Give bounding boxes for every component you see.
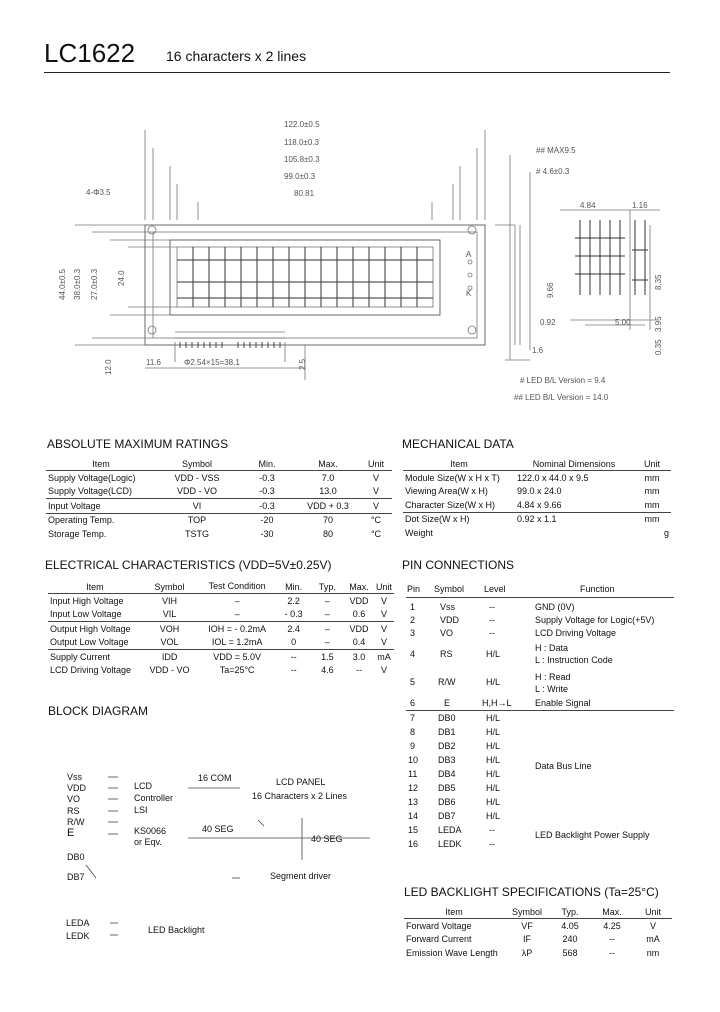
cell: °C xyxy=(370,528,382,539)
dim-module-height: 44.0±0.5 xyxy=(58,268,67,300)
cell: Module Size(W x H x T) xyxy=(405,472,500,483)
dim-pin-offset: 11.6 xyxy=(146,358,161,367)
elec-h-typ: Typ. xyxy=(311,580,345,594)
pin-symbol: DB4 xyxy=(438,769,456,779)
table-row xyxy=(48,636,394,650)
pin-function: H : Read xyxy=(535,672,571,682)
cell: -- xyxy=(356,665,363,676)
cell: 2.2 xyxy=(287,595,300,606)
cell: mm xyxy=(633,498,671,512)
backlight-table xyxy=(404,905,672,960)
abs-h-min: Min. xyxy=(238,457,296,471)
cell: 99.0 x 24.0 xyxy=(517,486,562,497)
cell: -- xyxy=(290,651,297,662)
pin-number: 4 xyxy=(410,649,416,659)
table-row xyxy=(46,527,392,541)
elec-h-test: Test Condition xyxy=(197,580,276,594)
pin-number: 5 xyxy=(410,677,416,687)
pin-number: 15 xyxy=(408,825,419,835)
cell: 13.0 xyxy=(296,485,360,499)
pin-number: 12 xyxy=(408,783,419,793)
cell: 122.0 x 44.0 x 9.5 xyxy=(517,472,589,483)
cell: Viewing Area(W x H) xyxy=(405,486,488,497)
cell: V xyxy=(380,665,387,676)
cell: Emission Wave Length xyxy=(406,947,498,958)
backlight-title: LED BACKLIGHT SPECIFICATIONS (Ta=25°C) xyxy=(404,885,659,899)
cell: 4.6 xyxy=(321,665,334,676)
cell: TSTG xyxy=(185,528,209,539)
cell xyxy=(515,526,633,540)
pins-h-symbol: Symbol xyxy=(434,584,465,594)
bl-h-symbol: Symbol xyxy=(504,905,550,919)
seg-label-2: 40 SEG xyxy=(311,834,343,844)
pin-symbol: R/W xyxy=(438,677,456,687)
cell: Operating Temp. xyxy=(48,515,115,526)
cell: V xyxy=(360,499,392,514)
dim-bezel-width: 105.8±0.3 xyxy=(284,155,320,164)
controller-line-2: Controller xyxy=(134,793,174,803)
cell: V xyxy=(649,920,656,931)
cell: – xyxy=(234,595,240,606)
mechanical-table xyxy=(403,457,671,540)
pin-symbol: LEDA xyxy=(438,825,462,835)
cell: VDD xyxy=(349,595,369,606)
table-row xyxy=(403,526,671,540)
absolute-table xyxy=(46,457,392,541)
dim-view-height: 24.0 xyxy=(117,270,126,286)
cell: 240 xyxy=(562,934,578,945)
model-title: LC1622 xyxy=(44,38,136,68)
pin-function-low: L : Instruction Code xyxy=(535,655,613,665)
elec-h-unit: Unit xyxy=(374,580,394,594)
pin-symbol: LEDK xyxy=(438,839,462,849)
cell: mm xyxy=(644,514,660,525)
dim-char-height: 9.66 xyxy=(546,282,555,298)
pin-number: 14 xyxy=(408,811,419,821)
table-row xyxy=(48,594,394,608)
pin-level: H/L xyxy=(486,677,501,687)
cell: VOL xyxy=(142,636,198,650)
pin-function: LED Backlight Power Supply xyxy=(535,830,650,840)
pin-level: H/L xyxy=(486,713,501,723)
bl-h-unit: Unit xyxy=(634,905,672,919)
pin-symbol: RS xyxy=(440,649,453,659)
dim-line-pitch: 8.35 xyxy=(654,274,663,290)
cell: VOH xyxy=(159,623,180,634)
cell: IOH = - 0.2mA xyxy=(208,623,267,634)
block-input-vdd: VDD xyxy=(67,783,87,793)
pin-function: H : Data xyxy=(535,643,569,653)
cell: Forward Current xyxy=(406,934,472,945)
absolute-header-row xyxy=(46,457,392,471)
cell: IOL = 1.2mA xyxy=(197,636,276,650)
table-row xyxy=(48,608,394,622)
table-row xyxy=(404,919,672,933)
cell: 568 xyxy=(562,947,578,958)
cell: Forward Voltage xyxy=(406,920,472,931)
pins-header-rule xyxy=(406,597,674,598)
pins-h-level: Level xyxy=(484,584,506,594)
cell: 3.0 xyxy=(352,651,366,662)
dim-view-width: 99.0±0.3 xyxy=(284,172,316,181)
table-row xyxy=(48,664,394,678)
cell: 0.4 xyxy=(344,636,374,650)
pin-symbol: DB2 xyxy=(438,741,456,751)
pin-number: 3 xyxy=(410,628,416,638)
block-input-rs: RS xyxy=(67,806,80,816)
pin-symbol: DB1 xyxy=(438,727,456,737)
cell: Supply Voltage(Logic) xyxy=(48,472,136,483)
pins-title: PIN CONNECTIONS xyxy=(402,558,515,572)
cell: 0.6 xyxy=(344,608,374,622)
cell: Output Low Voltage xyxy=(48,636,142,650)
pin-symbol: Vss xyxy=(440,602,456,612)
cell: nm xyxy=(646,947,660,958)
pin-symbol: VDD xyxy=(440,615,460,625)
bl-h-item: Item xyxy=(404,905,504,919)
cell: – xyxy=(311,636,345,650)
controller-line-5: or Eqv. xyxy=(134,837,162,847)
backlight-label: LED Backlight xyxy=(148,925,205,935)
pins-h-function: Function xyxy=(580,584,615,594)
segment-driver-label: Segment driver xyxy=(270,871,332,881)
cell: 0 xyxy=(277,636,311,650)
cell: VDD - VO xyxy=(156,485,238,499)
cell: – xyxy=(197,608,276,622)
led-cathode-label: K xyxy=(466,289,472,298)
led-anode-label: A xyxy=(466,250,472,259)
cell: 0.92 x 1.1 xyxy=(517,514,557,525)
cell: VDD - VO xyxy=(149,665,190,676)
abs-h-symbol: Symbol xyxy=(156,457,238,471)
dim-dot-width: 0.92 xyxy=(540,318,556,327)
table-row xyxy=(404,933,672,947)
cell: Ta=25°C xyxy=(219,665,255,676)
cell: V xyxy=(374,608,394,622)
pin-function: LCD Driving Voltage xyxy=(535,628,617,638)
pin-symbol: E xyxy=(444,698,451,708)
cell: Supply Voltage(LCD) xyxy=(46,485,156,499)
cell: 80 xyxy=(322,528,333,539)
dim-pin-pitch: Φ2.54×15=38.1 xyxy=(184,358,240,367)
electrical-header-row xyxy=(48,580,394,594)
cell: – xyxy=(324,623,330,634)
block-input-vss: Vss xyxy=(67,772,83,782)
cell: g xyxy=(663,527,669,538)
pin-symbol: DB5 xyxy=(438,783,456,793)
pin-level: H/L xyxy=(486,649,501,659)
table-row xyxy=(46,513,392,527)
pin-function: Data Bus Line xyxy=(535,761,592,771)
pins-row-rule xyxy=(406,710,674,711)
block-input-vo: VO xyxy=(67,794,81,804)
pin-number: 6 xyxy=(410,698,416,708)
pin-level: H/L xyxy=(486,769,501,779)
cell: – xyxy=(311,608,345,622)
cell: Input Low Voltage xyxy=(48,608,142,622)
table-row xyxy=(403,498,671,512)
elec-h-symbol: Symbol xyxy=(142,580,198,594)
seg-label: 40 SEG xyxy=(202,824,234,834)
cell: -- xyxy=(609,947,615,958)
pin-level: -- xyxy=(489,825,495,835)
pin-symbol: DB7 xyxy=(438,811,456,821)
controller-line-3: LSI xyxy=(134,805,148,815)
pin-number: 16 xyxy=(408,839,419,849)
pin-symbol: DB0 xyxy=(438,713,456,723)
cell: 70 xyxy=(322,515,333,526)
pin-function: Supply Voltage for Logic(+5V) xyxy=(535,615,655,625)
cell: mA xyxy=(646,934,660,945)
cell: -20 xyxy=(260,515,274,526)
cell: -30 xyxy=(260,528,274,539)
cell: VI xyxy=(156,499,238,514)
dim-bezel-height: 27.0±0.3 xyxy=(90,268,99,300)
cell: V xyxy=(380,623,387,634)
mech-h-unit: Unit xyxy=(633,457,671,471)
pin-symbol: DB3 xyxy=(438,755,456,765)
cell: V xyxy=(374,636,394,650)
note-led-version-2: ## LED B/L Version = 14.0 xyxy=(514,393,609,402)
cell: -0.3 xyxy=(238,499,296,514)
dim-dot-height: 3.95 xyxy=(654,316,663,332)
cell: Weight xyxy=(405,527,433,538)
block-leda: LEDA xyxy=(66,918,90,928)
mechanical-title: MECHANICAL DATA xyxy=(402,437,514,451)
cell: -- xyxy=(290,665,297,676)
pin-symbol: DB6 xyxy=(438,797,456,807)
pin-level: H,H→L xyxy=(482,698,512,708)
cell: V xyxy=(360,485,392,499)
block-db7: DB7 xyxy=(67,872,85,882)
cell: 4.84 x 9.66 xyxy=(515,498,633,512)
dim-pcb-width: 118.0±0.3 xyxy=(284,138,319,147)
pin-level: -- xyxy=(489,602,495,612)
cell: V xyxy=(380,595,387,606)
dim-active-width: 80.81 xyxy=(294,189,315,198)
abs-h-item: Item xyxy=(46,457,156,471)
cell: VDD xyxy=(349,623,369,634)
dim-char-width: 4.84 xyxy=(580,201,596,210)
dim-thickness: # 4.6±0.3 xyxy=(536,167,570,176)
cell: 7.0 xyxy=(321,472,335,483)
cell: – xyxy=(324,595,330,606)
cell: IF xyxy=(523,934,531,945)
cell: Dot Size(W x H) xyxy=(405,514,470,525)
mech-h-item: Item xyxy=(403,457,515,471)
pin-level: H/L xyxy=(486,811,501,821)
cell: Output High Voltage xyxy=(50,623,131,634)
block-input-rw: R/W xyxy=(67,817,85,827)
dim-hole: 4-Φ3.5 xyxy=(86,188,111,197)
abs-h-max: Max. xyxy=(296,457,360,471)
pin-number: 11 xyxy=(408,769,418,779)
panel-title: LCD PANEL xyxy=(276,777,326,787)
cell: Supply Current xyxy=(50,651,111,662)
block-title: BLOCK DIAGRAM xyxy=(48,704,149,718)
pin-function: Enable Signal xyxy=(535,698,591,708)
com-label: 16 COM xyxy=(198,773,232,783)
pin-level: H/L xyxy=(486,755,501,765)
dim-char-gap: 1.16 xyxy=(632,201,648,210)
elec-h-item: Item xyxy=(48,580,142,594)
table-row xyxy=(403,512,671,526)
dim-module-width: 122.0±0.5 xyxy=(284,120,320,129)
table-row xyxy=(404,946,672,960)
cell: mA xyxy=(377,651,391,662)
cell: Storage Temp. xyxy=(48,528,107,539)
cell: Input Voltage xyxy=(46,499,156,514)
cell: VIL xyxy=(142,608,198,622)
electrical-table xyxy=(48,580,394,677)
block-diagram-lines xyxy=(0,760,400,950)
cell: V xyxy=(372,472,379,483)
dim-max-thickness: ## MAX9.5 xyxy=(536,146,576,155)
pin-level: -- xyxy=(489,628,495,638)
pin-level: H/L xyxy=(486,783,501,793)
controller-line-1: LCD xyxy=(134,781,153,791)
cell: - 0.3 xyxy=(277,608,311,622)
cell: λP xyxy=(521,947,533,958)
electrical-title: ELECTRICAL CHARACTERISTICS (VDD=5V±0.25V) xyxy=(45,558,332,572)
cell: Input High Voltage xyxy=(50,595,124,606)
table-row xyxy=(46,485,392,499)
controller-line-4: KS0066 xyxy=(134,826,167,836)
cell: mm xyxy=(644,486,660,497)
pin-number: 1 xyxy=(410,602,416,612)
cell: VDD + 0.3 xyxy=(296,499,360,514)
note-led-version: # LED B/L Version = 9.4 xyxy=(520,376,606,385)
elec-h-min: Min. xyxy=(277,580,311,594)
pin-function: GND (0V) xyxy=(535,602,575,612)
pin-number: 9 xyxy=(410,741,416,751)
abs-h-unit: Unit xyxy=(360,457,392,471)
absolute-title: ABSOLUTE MAXIMUM RATINGS xyxy=(47,437,229,451)
bl-h-typ: Typ. xyxy=(550,905,590,919)
block-input-e: E xyxy=(67,827,75,839)
pin-number: 10 xyxy=(408,755,419,765)
cell: VDD = 5.0V xyxy=(213,651,262,662)
backlight-header-row xyxy=(404,905,672,919)
cell: 2.4 xyxy=(287,623,300,634)
pin-level: H/L xyxy=(486,741,501,751)
cell: -0.3 xyxy=(238,485,296,499)
subtitle: 16 characters x 2 lines xyxy=(166,48,307,64)
pin-level: H/L xyxy=(486,727,501,737)
mech-h-nominal: Nominal Dimensions xyxy=(515,457,633,471)
pin-function-low: L : Write xyxy=(535,684,569,694)
pin-number: 8 xyxy=(410,727,416,737)
table-row xyxy=(46,471,392,485)
dim-pcb-height: 38.0±0.3 xyxy=(73,268,82,300)
dim-pcb-thickness: 1.6 xyxy=(532,346,544,355)
pin-number: 7 xyxy=(410,713,416,723)
pin-level: -- xyxy=(489,615,495,625)
panel-subtitle: 16 Characters x 2 Lines xyxy=(252,791,348,801)
pin-symbol: VO xyxy=(440,628,454,638)
dim-dot-gap: 0.35 xyxy=(654,339,663,355)
cell: 1.5 xyxy=(321,651,334,662)
dim-char-pitch: 5.00 xyxy=(615,318,631,327)
cell: -- xyxy=(609,934,615,945)
table-row xyxy=(403,471,671,485)
bl-h-max: Max. xyxy=(590,905,634,919)
cell: 4.05 xyxy=(561,920,579,931)
cell: VDD - VSS xyxy=(174,472,220,483)
block-ledk: LEDK xyxy=(66,931,90,941)
pin-level: H/L xyxy=(486,797,501,807)
pin-number: 2 xyxy=(410,615,416,625)
mechanical-header-row xyxy=(403,457,671,471)
cell: TOP xyxy=(187,515,207,526)
table-row xyxy=(48,622,394,636)
table-row xyxy=(403,485,671,499)
header-rule xyxy=(44,72,670,73)
cell: -0.3 xyxy=(259,472,275,483)
pin-level: -- xyxy=(489,839,495,849)
block-db0: DB0 xyxy=(67,852,85,862)
cell: VIH xyxy=(162,595,178,606)
cell: mm xyxy=(644,472,660,483)
pin-number: 13 xyxy=(408,797,419,807)
cell: °C xyxy=(370,515,382,526)
table-row xyxy=(46,499,392,514)
cell: LCD Driving Voltage xyxy=(50,665,132,676)
cell: 4.25 xyxy=(603,920,621,931)
cell: IDD xyxy=(161,651,178,662)
dim-pin-end: 2.5 xyxy=(298,358,307,370)
cell: Character Size(W x H) xyxy=(403,498,515,512)
cell: VF xyxy=(521,920,533,931)
pins-h-pin: Pin xyxy=(407,584,421,594)
table-row xyxy=(48,650,394,664)
dim-pin-height: 12.0 xyxy=(104,359,113,375)
elec-h-max: Max. xyxy=(344,580,374,594)
